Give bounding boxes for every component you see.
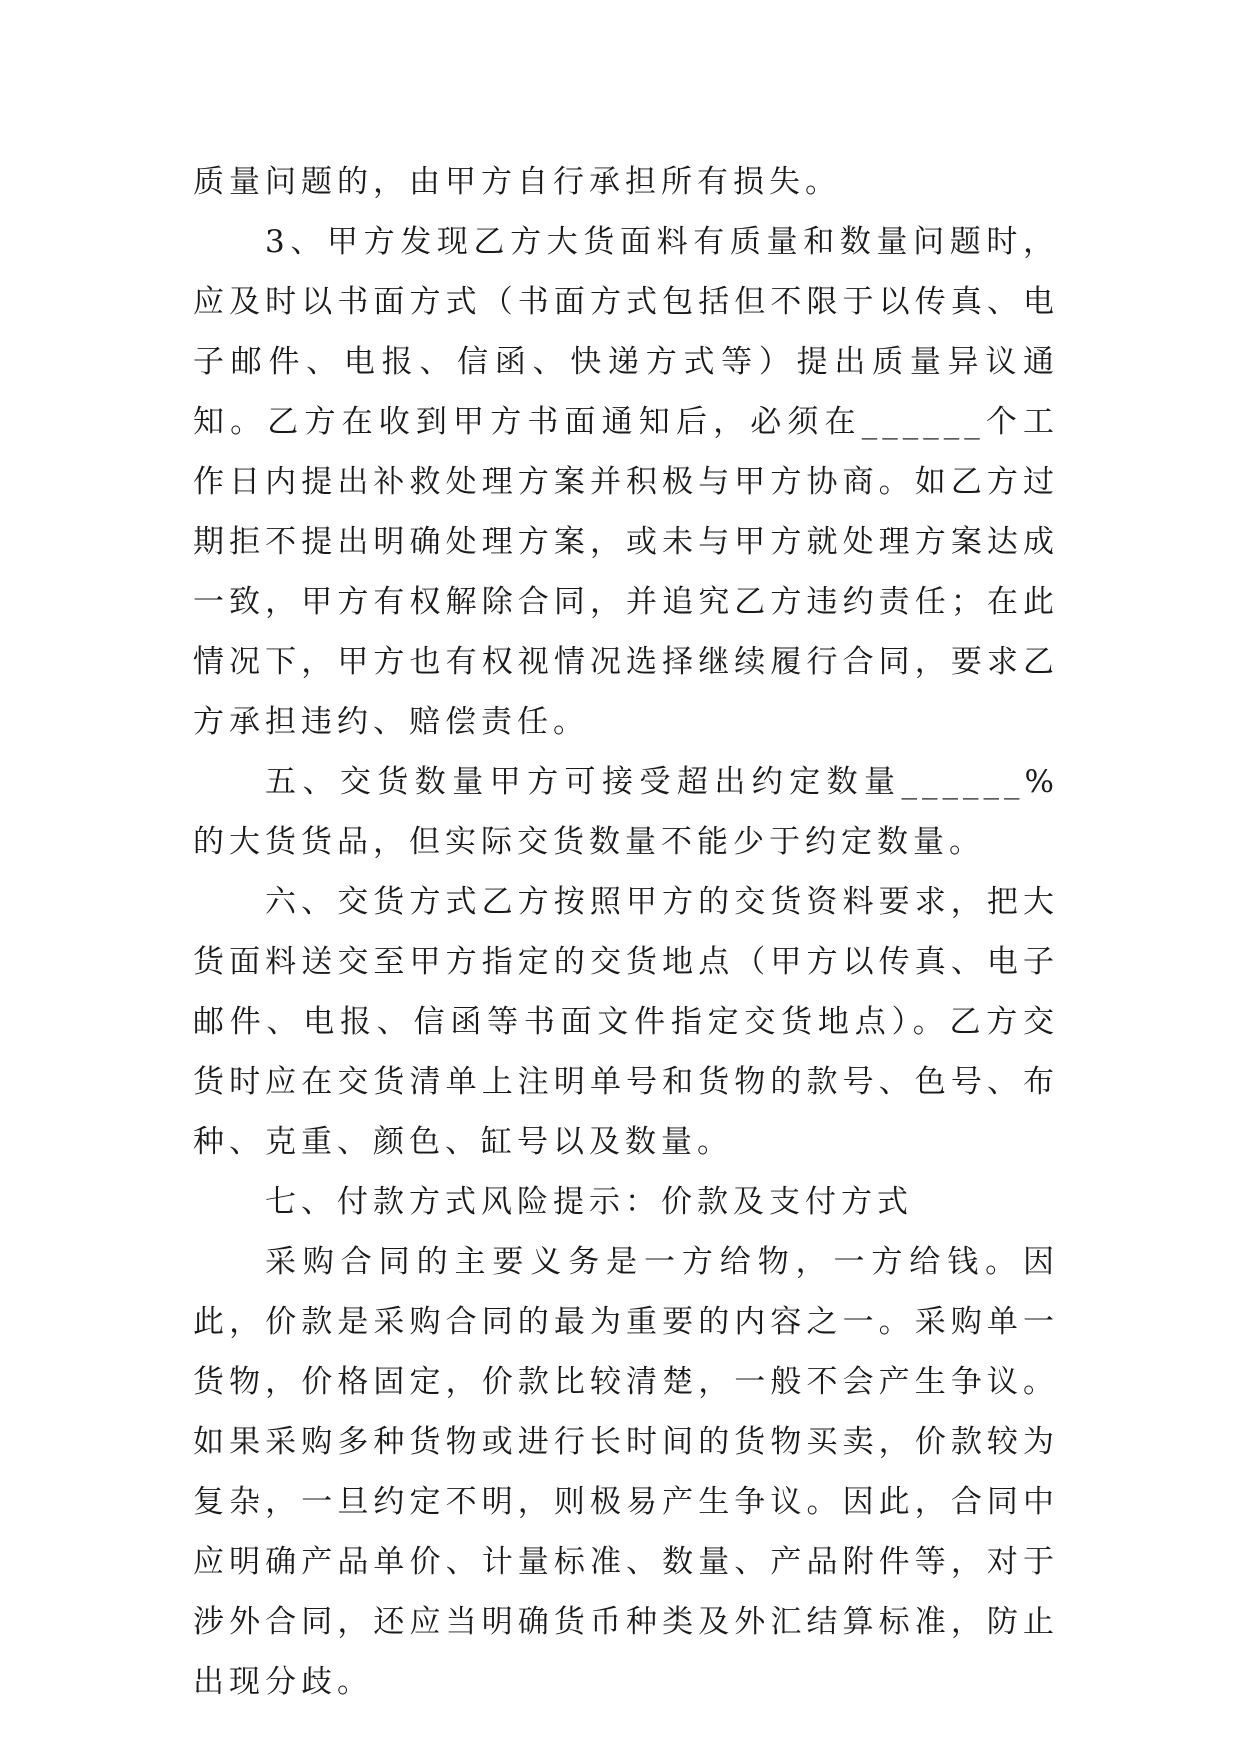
paragraph-delivery-method: 六、交货方式乙方按照甲方的交货资料要求，把大货面料送交至甲方指定的交货地点（甲方以传真、电子邮件、电报、信函等书面文件指定交货地点）。乙方交货时应在交货清单上注明单号和货物的款号、色号、布种、克重、颜色、缸号以及数量。 bbox=[193, 884, 1059, 1160]
document-page bbox=[193, 152, 1059, 1712]
paragraph-quality-objection: 3、甲方发现乙方大货面料有质量和数量问题时，应及时以书面方式（书面方式包括但不限于以传真、电子邮件、电报、信函、快递方式等）提出质量异议通知。乙方在收到甲方书面通知后，必须在______个工作日内提出补救处理方案并积极与甲方协商。如乙方过期拒不提出明确处理方案，或未与甲方就处理方案达成一致，甲方有权解除合同，并追究乙方违约责任；在此情况下，甲方也有权视情况选择继续履行合同，要求乙方承担违约、赔偿责任。 bbox=[193, 224, 1059, 740]
paragraph-payment-heading: 七、付款方式风险提示：价款及支付方式 bbox=[265, 1184, 913, 1220]
paragraph-payment-risk: 采购合同的主要义务是一方给物，一方给钱。因此，价款是采购合同的最为重要的内容之一。采购单一货物，价格固定，价款比较清楚，一般不会产生争议。如果采购多种货物或进行长时间的货物买卖，价款较为复杂，一旦约定不明，则极易产生争议。因此，合同中应明确产品单价、计量标准、数量、产品附件等，对于涉外合同，还应当明确货币种类及外汇结算标准，防止出现分歧。 bbox=[193, 1244, 1059, 1700]
paragraph-quality-loss: 质量问题的，由甲方自行承担所有损失。 bbox=[193, 164, 841, 200]
paragraph-delivery-quantity: 五、交货数量甲方可接受超出约定数量______%的大货货品，但实际交货数量不能少于约定数量。 bbox=[193, 764, 1059, 860]
